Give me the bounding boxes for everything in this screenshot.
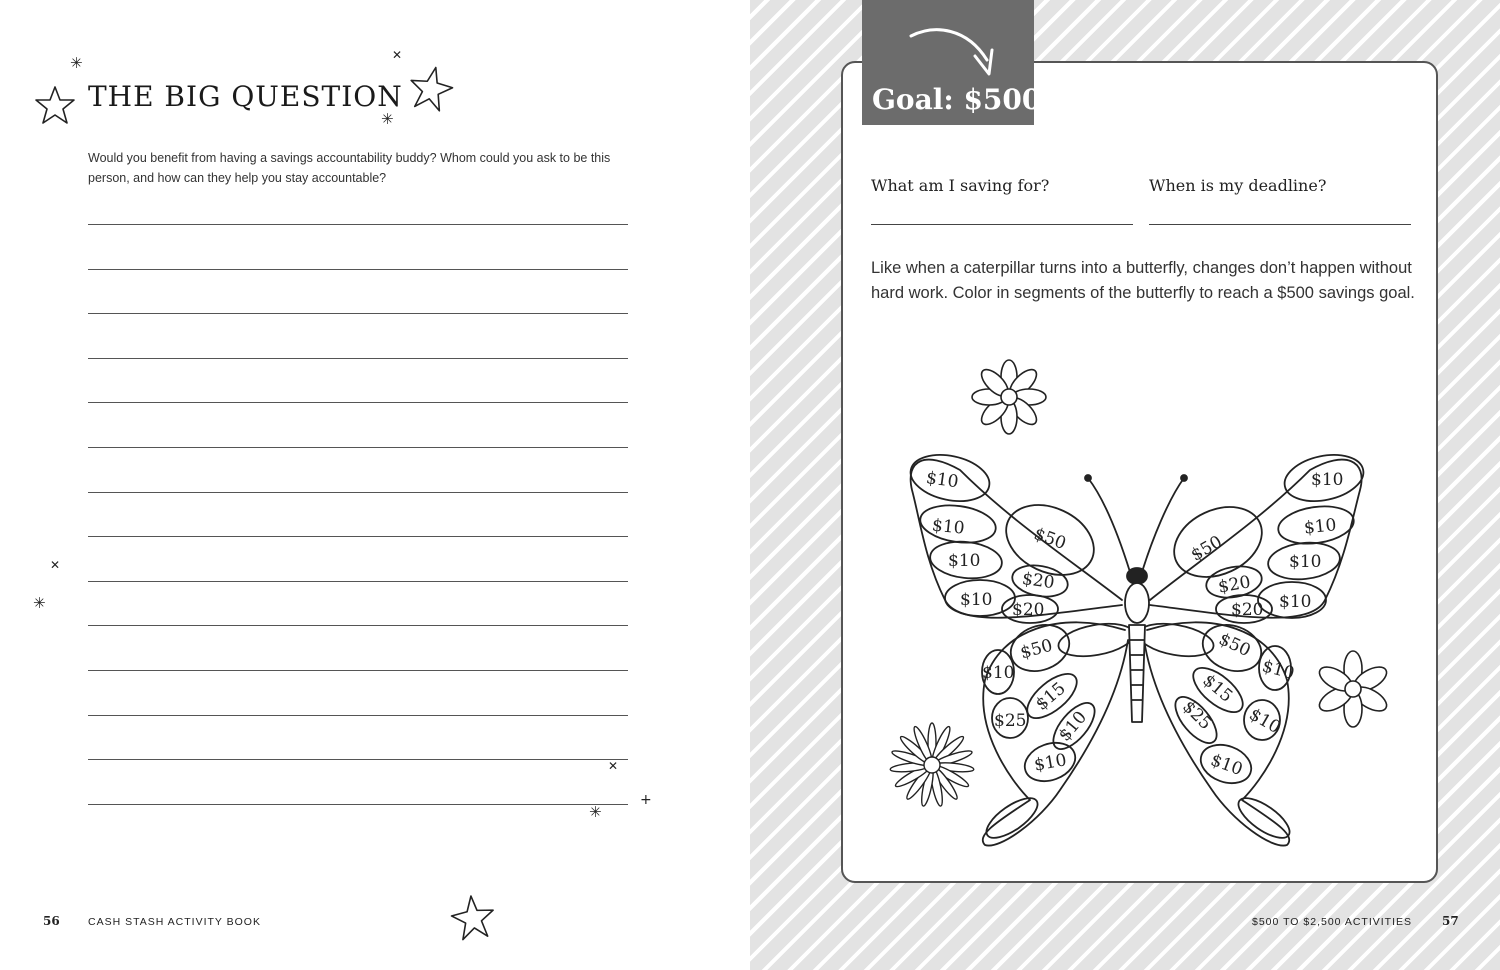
butterfly-illustration [880,345,1410,860]
writing-line[interactable] [88,269,628,314]
segment-amount: $10 [948,551,981,571]
question-prompt: Would you benefit from having a savings accountability buddy? Whom could you ask to be this person, and how can they help you stay accountable? [88,151,611,185]
arrow-icon [905,22,1000,82]
goal-amount: Goal: $500 [872,83,1042,116]
segment-amount: $50 [1215,629,1254,662]
segment-amount: $10 [1289,552,1322,572]
segment-amount: $10 [1054,707,1092,746]
segment-amount: $25 [994,711,1027,731]
writing-line[interactable] [88,670,628,715]
butterfly-head [1127,568,1147,584]
instructions-text: Like when a caterpillar turns into a butterfly, changes don’t happen without hard work. Color in segments of the butterfly to reach a $500 savings goal. [871,259,1415,302]
sparkle-icon: ✳ [70,54,83,72]
deadline-field[interactable] [1149,224,1411,225]
running-footer: CASH STASH ACTIVITY BOOK [88,916,261,928]
writing-line[interactable] [88,224,628,269]
writing-line[interactable] [88,581,628,626]
writing-line[interactable] [88,625,628,670]
deadline-label: When is my deadline? [1149,176,1327,195]
segment-amount: $10 [924,468,960,493]
writing-line[interactable] [88,402,628,447]
plus-icon: + [640,792,652,808]
writing-line[interactable] [88,536,628,581]
page-title: THE BIG QUESTION [88,80,403,113]
cross-icon: ✕ [392,48,403,62]
segment-amount: $10 [982,663,1015,683]
star-icon [34,84,76,126]
sparkle-icon: ✳ [589,803,602,821]
segment-amount: $10 [1207,750,1246,781]
star-icon [406,64,456,114]
segment-amount: $20 [1216,572,1253,598]
flower-icon [972,360,1046,434]
segment-amount: $10 [1311,470,1344,490]
antenna-left [1088,478,1130,572]
writing-line[interactable] [88,715,628,760]
saving-for-field[interactable] [871,224,1133,225]
wing-tail[interactable] [1233,791,1296,845]
writing-line[interactable] [88,759,628,804]
butterfly-thorax [1125,583,1149,623]
segment-amount: $15 [1031,678,1070,715]
saving-for-label: What am I saving for? [871,176,1050,195]
flower-icon [1316,651,1391,727]
writing-line[interactable] [88,492,628,537]
segment-amount: $20 [1020,568,1056,594]
segment-amount: $10 [931,515,966,539]
writing-line[interactable] [88,447,628,492]
antenna-tip [1085,475,1091,481]
segment-amount: $10 [1279,592,1312,612]
flower-icon [890,723,974,807]
antenna-tip [1181,475,1187,481]
segment-amount: $15 [1198,670,1237,707]
star-icon [448,893,498,943]
segment-amount: $10 [1032,750,1069,776]
sparkle-icon: ✳ [33,594,46,612]
writing-lines [88,224,628,848]
writing-line[interactable] [88,804,628,849]
writing-line[interactable] [88,358,628,403]
antenna-right [1142,478,1184,572]
cross-icon: ✕ [608,759,619,773]
segment-amount: $50 [1031,524,1069,554]
segment-amount: $50 [1187,531,1226,566]
segment-amount: $25 [1178,696,1216,734]
segment-amount: $20 [1012,600,1045,620]
segment-amount: $10 [1259,656,1297,684]
segment-amount: $20 [1231,600,1264,620]
sparkle-icon: ✳ [381,110,394,128]
cross-icon: ✕ [50,558,61,572]
running-footer: $500 TO $2,500 ACTIVITIES [1252,916,1413,928]
writing-line[interactable] [88,313,628,358]
segment-amount: $50 [1018,635,1055,664]
page-number: 56 [43,914,60,928]
segment-amount: $10 [960,590,993,610]
segment-amount: $10 [1303,515,1338,539]
page-number: 57 [1442,914,1459,928]
segment-amount: $10 [1245,704,1284,739]
